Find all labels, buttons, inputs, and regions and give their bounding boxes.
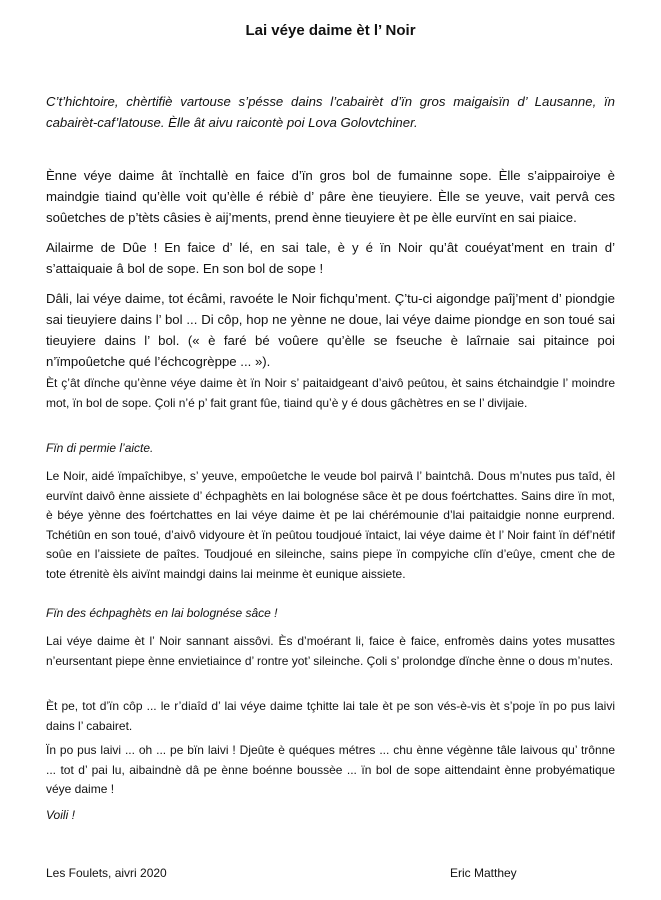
paragraph-5: Le Noir, aidé ïmpaîchibye, s’ yeuve, empoûetche le veude bol pairvâ l’ baintchâ. Dous m’nutes pus taîd, èl eurvïnt daivô ènne aissiete d’ échpaghèts en lai bolognése sâce èt pe dous foértchattes. Sains dire ïn mot, è béye yènne des foértchattes en lai véye daime èt pe lai chérémounie d’lai paitaidgie nonne eurprend. Tchétiûn en son toué, d’aivô vidyoure èt ïn peûtou toudjoué ïntaict, lai véye daime èt l’ Noir faint ïn déf’nétif soûe en l’aissiete de paîtes. Toudjoué en sileinche, sains piepe ïn compyiche clïn d’eûye, cment che de tote étrenitè èls aivïnt maindgi dains lai meinme èt eunique aissiete. bbox=[46, 469, 615, 581]
paragraph-7: Èt pe, tot d’ïn côp ... le r’diaîd d’ lai véye daime tçhitte lai tale èt pe son vés-è-vis èt s’poje ïn po pus laivi dains l’ cabairet. bbox=[46, 699, 615, 733]
paragraph-2: Ailairme de Dûe ! En faice d’ lé, en sai tale, è y é ïn Noir qu’ât couéyat’ment en train d’ s’attaiquaie â bol de sope. En son bol de sope ! bbox=[46, 240, 615, 276]
paragraph-6: Lai véye daime èt l’ Noir sannant aissôvi. Ès d’moérant li, faice è faice, enfromès dains yotes musattes n’eursentant piepe ènne envietiaince d’ rontre yot’ sileinche. Çoli s’ prolondge dïnche ènne o dous m’nutes. bbox=[46, 634, 615, 668]
paragraph-1: Ènne véye daime ât ïnchtallè en faice d’ïn gros bol de fumainne sope. Èlle s’aippairoiye è maindgie tiaind qu’èlle voit qu’èlle é rébiè d’ pâre ène tieuyiere. Èlle se yeuve, vait pervâ ces soûetches de p’tèts câsies è aij’ments, prend ènne tieuyiere èt pe èlle eurvïnt en sai piaice. bbox=[46, 168, 615, 225]
act-end-note: Fïn di permie l’aicte. bbox=[46, 441, 154, 455]
document-title: Lai véye daime èt l’ Noir bbox=[245, 22, 416, 39]
closing-line: Voili ! bbox=[46, 808, 75, 822]
paragraph-8: Ïn po pus laivi ... oh ... pe bïn laivi ! Djeûte è quéques métres ... chu ènne végènne tâle laivous qu’ trônne ... tot d’ pai lu, aibaindnè dâ pe ènne boénne boussèe ... ïn bol de sope aittendaint ènne probyématique véye daime ! bbox=[46, 743, 615, 796]
footer-place-date: Les Foulets, aivri 2020 bbox=[46, 866, 167, 880]
footer-author: Eric Matthey bbox=[450, 866, 517, 880]
paragraph-4: Èt ç’ât dïnche qu’ènne véye daime èt ïn Noir s’ paitaidgeant d’aivô peûtou, èt sains étchaindgie l’ moindre mot, ïn bol de sope. Çoli n’é p’ fait grant fûe, tiaind qu’è y é dous gâchètres en se l’ divijaie. bbox=[46, 376, 615, 410]
paragraph-3: Dâli, lai véye daime, tot écâmi, ravoéte le Noir fichqu’ment. Ç’tu-ci aigondge paîj’ment d’ piondgie sai tieuyiere dains l’ bol ... Di côp, hop ne yènne ne doue, lai véye daime piondge en son toué sai tieuyiere dains l’ bol. (« è faré bé voûere qu’èlle se fseuche è laîrnaie sai pitaince poi n’ïmpoûetche qué l’échcogrèppe ... »). bbox=[46, 291, 615, 369]
spaghetti-end-note: Fïn des échpaghèts en lai bolognése sâce ! bbox=[46, 606, 278, 620]
intro-paragraph: C’t’hichtoire, chèrtifiè vartouse s’pésse dains l’cabairèt d’ïn gros maigaisïn d’ Lausanne, ïn cabairèt-caf’latouse. Èlle ât aivu raicontè poi Lova Golovtchiner. bbox=[46, 94, 615, 130]
